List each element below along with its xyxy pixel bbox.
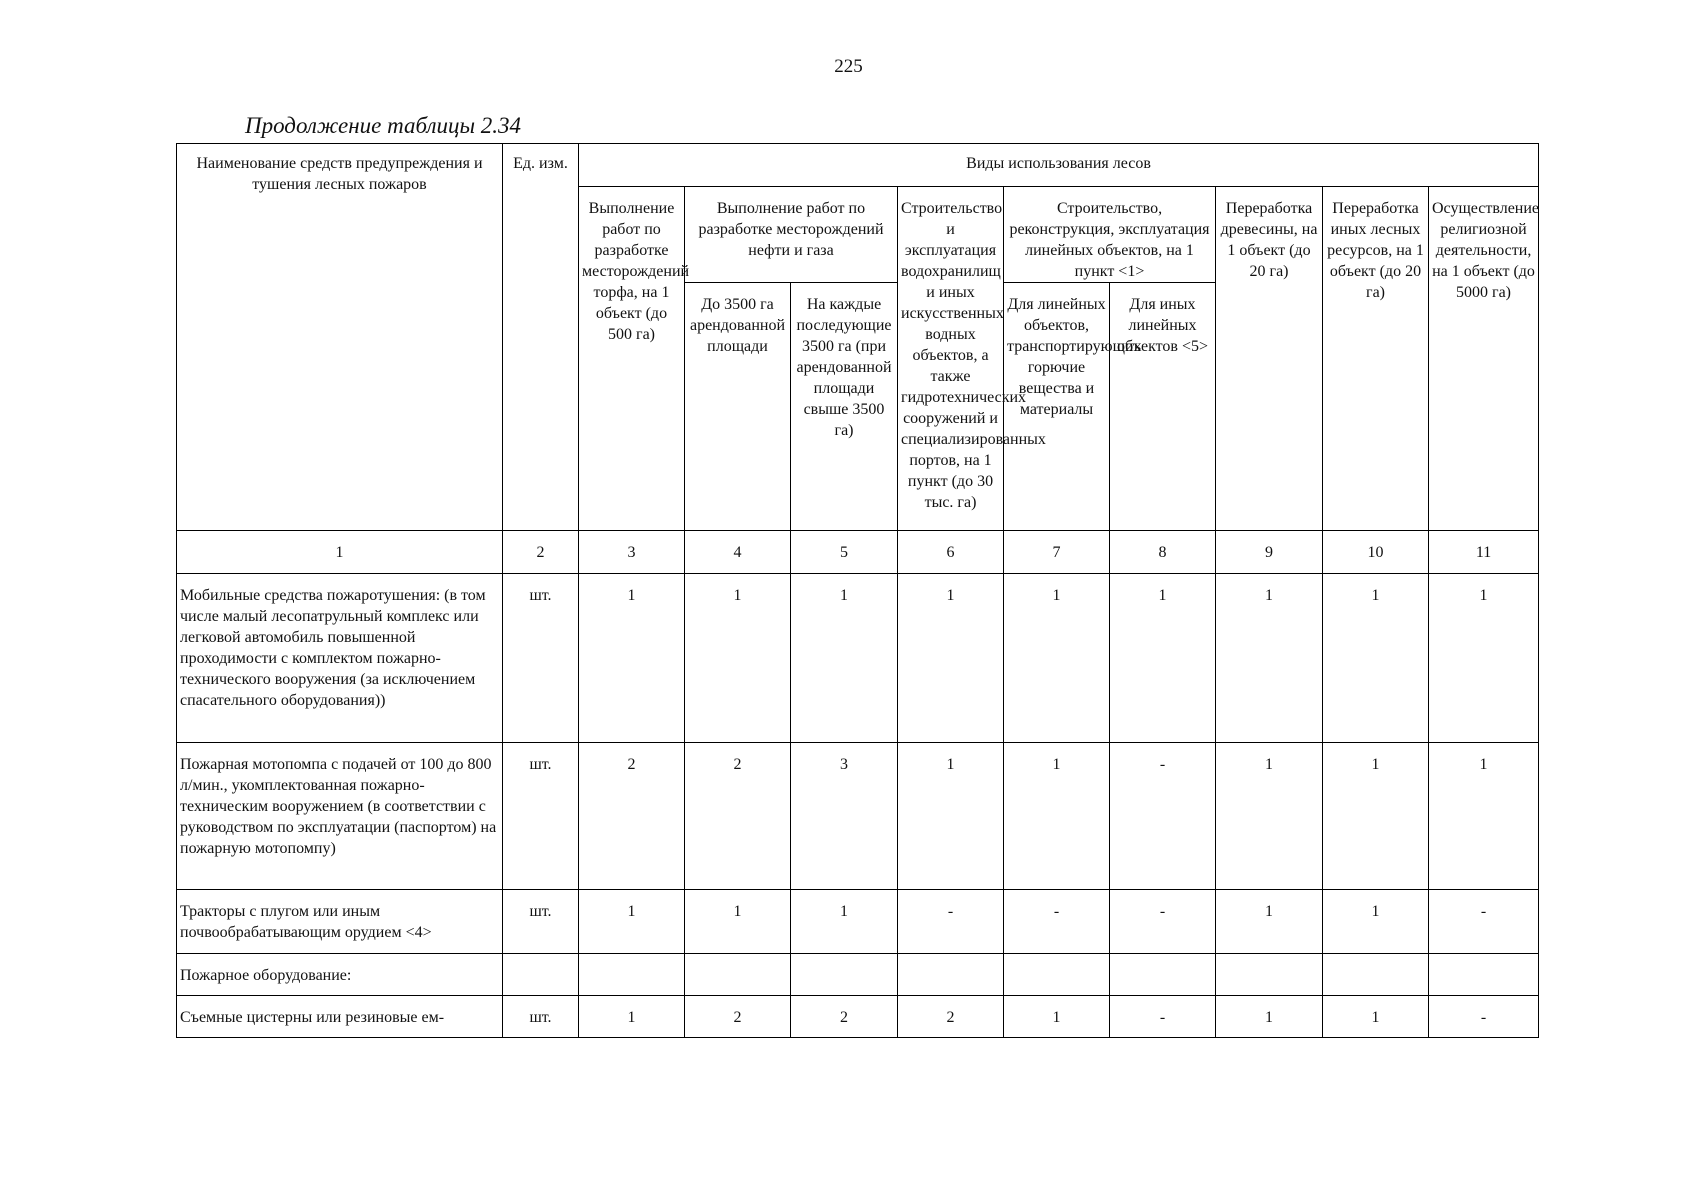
row-value [1216, 954, 1323, 996]
row-value: 1 [1429, 743, 1539, 890]
header-unit: Ед. изм. [503, 144, 579, 531]
forest-fire-equipment-table [176, 143, 1539, 1038]
row-name: Съемные цистерны или резиновые ем- [177, 996, 503, 1038]
table-row [177, 890, 1539, 954]
table-caption: Продолжение таблицы 2.34 [245, 113, 522, 138]
row-value: 1 [579, 890, 685, 954]
table-row [177, 743, 1539, 890]
row-unit: шт. [503, 743, 579, 890]
column-number: 1 [177, 531, 503, 574]
row-value: 2 [685, 996, 791, 1038]
row-value: - [898, 890, 1004, 954]
table-row [177, 954, 1539, 996]
header-col-8: Для иных линейных объектов <5> [1110, 283, 1216, 531]
row-value: 1 [898, 743, 1004, 890]
row-value: 1 [1216, 574, 1323, 743]
column-number: 5 [791, 531, 898, 574]
row-value: 3 [791, 743, 898, 890]
row-value [898, 954, 1004, 996]
column-number: 11 [1429, 531, 1539, 574]
row-value: 1 [1216, 743, 1323, 890]
row-name: Пожарная мотопомпа с подачей от 100 до 800 л/мин., укомплектованная пожарно-техническим вооружением (в соответствии с руководством по эксплуатации (паспортом) на пожарную мотопомпу) [177, 743, 503, 890]
row-value [791, 954, 898, 996]
row-value: - [1429, 890, 1539, 954]
row-value [579, 954, 685, 996]
row-value: - [1004, 890, 1110, 954]
row-value [1004, 954, 1110, 996]
header-col-6: Строительство и эксплуатация водохранилищ и иных искусственных водных объектов, а также гидротехнических сооружений и специализированных портов, на 1 пункт (до 30 тыс. га) [898, 187, 1004, 531]
row-value [685, 954, 791, 996]
row-value: 1 [579, 996, 685, 1038]
row-value: 1 [1004, 996, 1110, 1038]
row-unit: шт. [503, 574, 579, 743]
row-value: 1 [685, 574, 791, 743]
row-value: 2 [791, 996, 898, 1038]
row-value: 1 [1110, 574, 1216, 743]
row-value: 1 [1004, 574, 1110, 743]
table-row [177, 996, 1539, 1038]
column-number: 6 [898, 531, 1004, 574]
header-col-11: Осуществление религиозной деятельности, на 1 объект (до 5000 га) [1429, 187, 1539, 531]
column-number: 10 [1323, 531, 1429, 574]
row-value: - [1110, 996, 1216, 1038]
row-value: 1 [685, 890, 791, 954]
column-number: 4 [685, 531, 791, 574]
header-col-10: Переработка иных лесных ресурсов, на 1 объект (до 20 га) [1323, 187, 1429, 531]
column-number: 9 [1216, 531, 1323, 574]
row-unit: шт. [503, 890, 579, 954]
row-value: 1 [791, 890, 898, 954]
row-value: 1 [1216, 996, 1323, 1038]
row-value: 1 [1004, 743, 1110, 890]
column-number: 3 [579, 531, 685, 574]
row-value: - [1429, 996, 1539, 1038]
column-number: 7 [1004, 531, 1110, 574]
row-value: - [1110, 743, 1216, 890]
table-row [177, 574, 1539, 743]
header-name: Наименование средств предупреждения и тушения лесных пожаров [177, 144, 503, 531]
header-col-9: Переработка древесины, на 1 объект (до 20 га) [1216, 187, 1323, 531]
row-value: 2 [579, 743, 685, 890]
row-value: 1 [579, 574, 685, 743]
row-value: 1 [1216, 890, 1323, 954]
row-value: 2 [685, 743, 791, 890]
header-group-forest-use: Виды использования лесов [579, 144, 1539, 187]
row-value [1110, 954, 1216, 996]
row-value: 2 [898, 996, 1004, 1038]
row-value: 1 [1323, 996, 1429, 1038]
page-number: 225 [834, 56, 863, 77]
row-value: 1 [1323, 890, 1429, 954]
header-col-7: Для линейных объектов, транспортирующих горючие вещества и материалы [1004, 283, 1110, 531]
row-name: Мобильные средства пожаротушения: (в том числе малый лесопатрульный комплекс или легковой автомобиль повышенной проходимости с комплектом пожарно-технического вооружения (за исключением спасательного оборудования)) [177, 574, 503, 743]
header-linear-objects: Строительство, реконструкция, эксплуатация линейных объектов, на 1 пункт <1> [1004, 187, 1216, 283]
header-col-3: Выполнение работ по разработке месторождений торфа, на 1 объект (до 500 га) [579, 187, 685, 531]
row-name: Тракторы с плугом или иным почвообрабатывающим орудием <4> [177, 890, 503, 954]
row-value: 1 [1323, 743, 1429, 890]
row-value: 1 [1429, 574, 1539, 743]
header-oil-gas: Выполнение работ по разработке месторождений нефти и газа [685, 187, 898, 283]
row-value: 1 [791, 574, 898, 743]
row-value: - [1110, 890, 1216, 954]
header-col-4: До 3500 га арендованной площади [685, 283, 791, 531]
row-unit: шт. [503, 996, 579, 1038]
row-value: 1 [898, 574, 1004, 743]
column-number: 8 [1110, 531, 1216, 574]
row-value [1429, 954, 1539, 996]
column-number: 2 [503, 531, 579, 574]
row-value [1323, 954, 1429, 996]
row-value: 1 [1323, 574, 1429, 743]
row-unit [503, 954, 579, 996]
row-name: Пожарное оборудование: [177, 954, 503, 996]
header-col-5: На каждые последующие 3500 га (при арендованной площади свыше 3500 га) [791, 283, 898, 531]
